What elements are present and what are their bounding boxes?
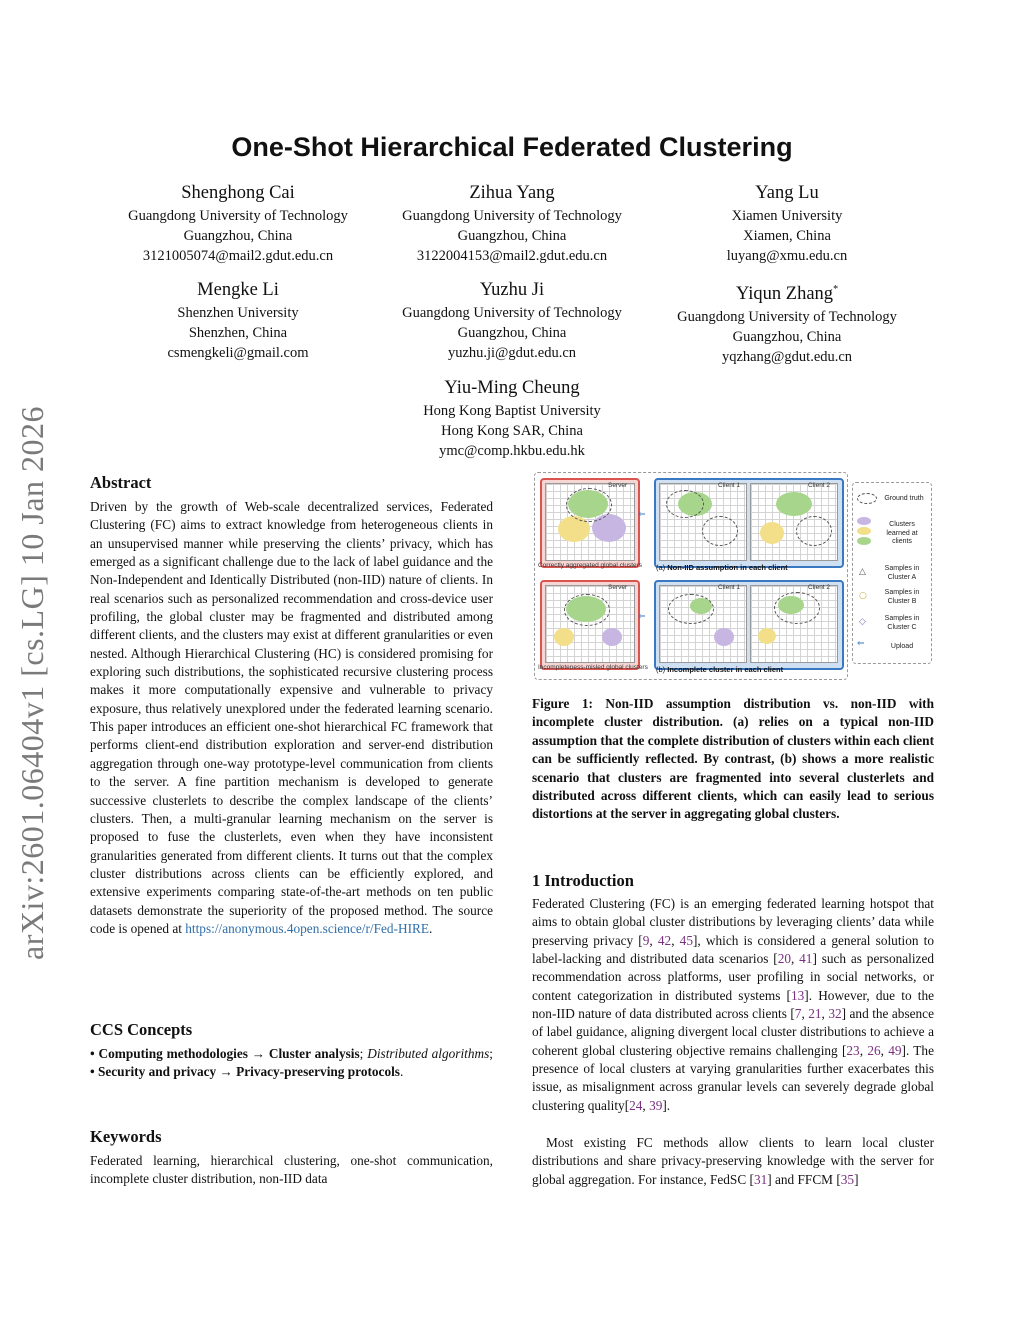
legend-samples-b: Samples in Cluster B (884, 589, 920, 605)
author-affiliation: Guangdong University of Technology (128, 208, 348, 224)
ccs-separator: ; (489, 1046, 493, 1061)
ccs-body (90, 1045, 493, 1082)
author-name: Zihua Yang (469, 183, 555, 203)
author-name-text: Yiqun Zhang (735, 284, 834, 305)
cluster-b (760, 522, 784, 544)
author-block (652, 277, 922, 367)
intro-text-run: ]. However, due to the non-IID nature of data distributed across clients [ (532, 987, 934, 1022)
cluster-a (776, 492, 812, 516)
citation-link[interactable]: 7 (794, 1006, 802, 1022)
cluster-b (758, 628, 776, 644)
cluster-c (602, 628, 622, 646)
author-email: csmengkeli@gmail.com (167, 345, 309, 361)
ground-truth-outline (564, 594, 610, 626)
intro-text-run: , (859, 1042, 868, 1058)
author-name: Yang Lu (755, 183, 819, 203)
cluster-outline (702, 516, 738, 546)
intro-text-run: ]. The presence of local clusters at varying granularities further exacerbates this issue, as misalignment across granular levels can severely degrade global clustering quality[ (532, 1042, 934, 1113)
figure-legend (852, 482, 932, 664)
author-email: 3121005074@mail2.gdut.edu.cn (142, 248, 334, 264)
citation-link[interactable]: 24 (629, 1097, 643, 1113)
author-block (377, 180, 647, 266)
intro-text-run: ]. (662, 1097, 671, 1113)
citation-link[interactable]: 9 (642, 932, 650, 948)
author-name: Yiu-Ming Cheung (444, 378, 580, 398)
introduction-heading: 1 Introduction (532, 871, 634, 890)
cluster-outline (666, 490, 704, 518)
intro-paragraph-2 (532, 1135, 934, 1187)
ccs-concept: • Computing methodologies → Cluster analysis (90, 1046, 360, 1061)
caption-a-text: Non-IID assumption in each client (667, 563, 788, 572)
citation-link[interactable]: 49 (888, 1042, 902, 1058)
author-location: Guangzhou, China (457, 228, 567, 244)
ground-truth-icon (857, 493, 877, 504)
ccs-separator: ; (359, 1046, 368, 1061)
author-email: yuzhu.ji@gdut.edu.cn (447, 345, 577, 361)
clusters-learned-swatch (857, 537, 871, 545)
author-name: Shenghong Cai (181, 183, 295, 203)
keywords-heading: Keywords (90, 1127, 162, 1146)
citation-link[interactable]: 45 (679, 932, 693, 948)
caption-b-text: Incomplete cluster in each client (667, 665, 784, 674)
author-email: luyang@xmu.edu.cn (726, 248, 848, 264)
citation-link[interactable]: 42 (657, 932, 672, 948)
author-affiliation: Shenzhen University (177, 305, 299, 321)
author-affiliation: Guangdong University of Technology (402, 208, 622, 224)
abstract-text: Driven by the growth of Web-scale decentralized services, Federated Clustering (FC) aims to extract knowledge from heterogeneous clients in an unsupervised manner while preserving the clients’ privacy, which has emerged as a significant challenge due to the lack of label guidance and the Non-Independent and Identically Distributed (non-IID) nature of clients. In real scenarios such as personalized recommendation and cross-device user profiling, the global cluster may be fragmented and distributed among different clients, and the clusters may exist at different granularities or even nested. Although Hierarchical Clustering (HC) is considered promising for exploring such distributions, the sophisticated recursive clustering process makes it more computationally expensive and vulnerable to privacy exposure, thus relatively unexplored under the federated learning scenario. This paper introduces an efficient one-shot hierarchical FC framework that performs client-end distribution exploration and server-end distribution aggregation through one-way prototype-level communication from clients to the server. A fine partition mechanism is developed to generate successive clusterlets to describe the complex landscape of the clients’ clusters. Then, a multi-granular learning mechanism on the server is proposed to fuse the clusterlets, even when they have inconsistent granularities generated from different clients. It turns out that the complex cluster distributions across clients can be efficiently explored, and extensive experiments comparing state-of-the-art methods on ten public datasets demonstrate the superiority of the proposed method. The source code is opened at (90, 499, 493, 936)
legend-ground-truth: Ground truth (884, 495, 924, 502)
intro-paragraph (532, 1134, 934, 1189)
intro-text-run: , (649, 932, 658, 948)
upload-arrow-icon: ⇐ (638, 612, 646, 622)
author-block (377, 277, 647, 363)
citation-link[interactable]: 32 (828, 1006, 842, 1022)
author-email: 3122004153@mail2.gdut.edu.cn (416, 248, 608, 264)
citation-link[interactable]: 26 (867, 1042, 881, 1058)
clusters-learned-swatch (857, 527, 871, 535)
citation-link[interactable]: 13 (791, 987, 805, 1003)
author-location: Guangzhou, China (732, 329, 842, 346)
author-affiliation: Guangdong University of Technology (677, 309, 897, 326)
ccs-concept: • Security and privacy → Privacy-preserving protocols (90, 1064, 400, 1080)
author-location: Xiamen, China (743, 228, 831, 244)
author-name: Yuzhu Ji (479, 280, 545, 300)
intro-text-run: , (801, 1006, 809, 1022)
legend-clusters-learned: Clusters learned at clients (886, 521, 918, 545)
cluster-c (714, 628, 734, 646)
caption-a-prefix: (a) (656, 563, 668, 572)
author-location: Guangzhou, China (457, 325, 567, 341)
server-label: Server (608, 482, 628, 489)
author-location: Shenzhen, China (188, 325, 288, 341)
intro-text-run: , (671, 932, 680, 948)
caption-b (656, 665, 783, 674)
abstract-heading: Abstract (90, 473, 152, 492)
author-affiliation: Hong Kong Baptist University (423, 403, 601, 419)
author-email: ymc@comp.hkbu.edu.hk (439, 443, 585, 459)
legend-samples-a: Samples in Cluster A (884, 565, 920, 581)
ccs-concept: Distributed algorithms (367, 1046, 490, 1061)
client1-label: Client 1 (718, 584, 741, 591)
citation-link[interactable]: 39 (649, 1097, 663, 1113)
caption-b-prefix: (b) (656, 665, 668, 674)
arxiv-identifier: arXiv:2601.06404v1 [cs.LG] 10 Jan 2026 (14, 405, 50, 960)
clients-panel-a (654, 478, 844, 568)
citation-link[interactable]: 35 (840, 1171, 855, 1187)
clients-panel-b (654, 580, 844, 670)
author-location: Guangzhou, China (183, 228, 293, 244)
server-label: Server (608, 584, 628, 591)
cluster-outline (796, 516, 832, 546)
citation-link[interactable]: 23 (846, 1042, 860, 1058)
author-name (652, 277, 922, 307)
server-panel-b (540, 580, 640, 670)
legend-samples-c: Samples in Cluster C (884, 615, 920, 631)
client2-label: Client 2 (808, 584, 831, 591)
clusters-learned-swatch (857, 517, 871, 525)
source-code-link[interactable]: https://anonymous.4open.science/r/Fed-HIRE (185, 920, 429, 936)
abstract-end: . (429, 920, 433, 936)
client2-label: Client 2 (808, 482, 831, 489)
author-email: yqzhang@gdut.edu.cn (721, 349, 853, 366)
author-block (103, 277, 373, 363)
cluster-outline (668, 594, 714, 624)
keywords-body: Federated learning, hierarchical clustering, one-shot communication, incomplete cluster distribution, non-IID data (90, 1153, 493, 1187)
author-affiliation: Xiamen University (731, 208, 843, 224)
upload-arrow-icon: ⇐ (638, 510, 646, 520)
intro-text-run: ] such as personalized recommendation across platforms, user profiling in social networks, or content categorization in distributed systems [ (532, 951, 934, 1003)
ccs-end: . (399, 1064, 404, 1080)
ground-truth-outline (566, 488, 612, 522)
author-block (652, 180, 922, 266)
cluster-outline (774, 592, 820, 624)
intro-text-run: ], which is considered a general solution to label-lacking and distributed data scenarios [ (532, 932, 934, 967)
abstract-body (90, 498, 493, 938)
triangle-icon: △ (859, 567, 866, 577)
intro-text-run: Federated Clustering (FC) is an emerging federated learning hotspot that aims to obtain global cluster distributions by leveraging clients’ data while preserving privacy [ (532, 896, 934, 948)
citation-link[interactable]: 20 (777, 951, 791, 967)
caption-a (656, 563, 788, 572)
citation-link[interactable]: 31 (753, 1171, 768, 1187)
ccs-heading: CCS Concepts (90, 1020, 193, 1039)
legend-upload: Upload (890, 643, 914, 650)
circle-icon: ○ (859, 591, 867, 601)
intro-text-run: , (790, 951, 800, 967)
cluster-b (554, 628, 574, 646)
author-block (103, 180, 373, 266)
author-name: Mengke Li (197, 280, 279, 300)
author-block (377, 375, 647, 461)
caption-a-left: Correctly aggregated global clusters (538, 562, 643, 569)
upload-arrow-icon: ⇐ (857, 639, 865, 649)
paper-title: One-Shot Hierarchical Federated Clustering (231, 132, 793, 162)
intro-paragraph (532, 895, 934, 1115)
diamond-icon: ◇ (859, 617, 866, 627)
author-affiliation: Guangdong University of Technology (402, 305, 622, 321)
corresponding-mark: * (833, 284, 839, 295)
intro-text-run: , (821, 1006, 829, 1022)
citation-link[interactable]: 41 (799, 951, 813, 967)
caption-b-left: Incompleteness-misled global clusters (538, 664, 648, 671)
server-panel-a (538, 478, 643, 569)
intro-text-run: ] and FFCM [ (767, 1171, 841, 1187)
intro-text-run: Most existing FC methods allow clients to learn local cluster distributions and share privacy-preserving knowledge with the server for global aggregation. For instance, FedSC [ (532, 1135, 934, 1187)
intro-text-run: ] and the absence of label guidance, aligning divergent local cluster distributions to achieve a coherent global clustering objective remains challenging [ (532, 1006, 934, 1058)
figure-caption: Figure 1: Non-IID assumption distribution vs. non-IID with incomplete cluster distribution. (a) relies on a typical non-IID assumption that the complete distribution of clusters within each client can be sufficiently reflected. By contrast, (b) shows a more realistic scenario that clusters are fragmented into several clusterlets and distributed across different clients, which can easily lead to serious distortions at the server in aggregating global clusters. (532, 696, 934, 822)
author-location: Hong Kong SAR, China (441, 423, 583, 439)
figure-1 (534, 472, 946, 680)
intro-text-run: ] (854, 1171, 859, 1187)
intro-paragraph-1 (532, 896, 934, 1113)
citation-link[interactable]: 21 (808, 1006, 822, 1022)
intro-text-run: , (880, 1042, 889, 1058)
intro-text-run: , (642, 1097, 650, 1113)
client1-label: Client 1 (718, 482, 741, 489)
